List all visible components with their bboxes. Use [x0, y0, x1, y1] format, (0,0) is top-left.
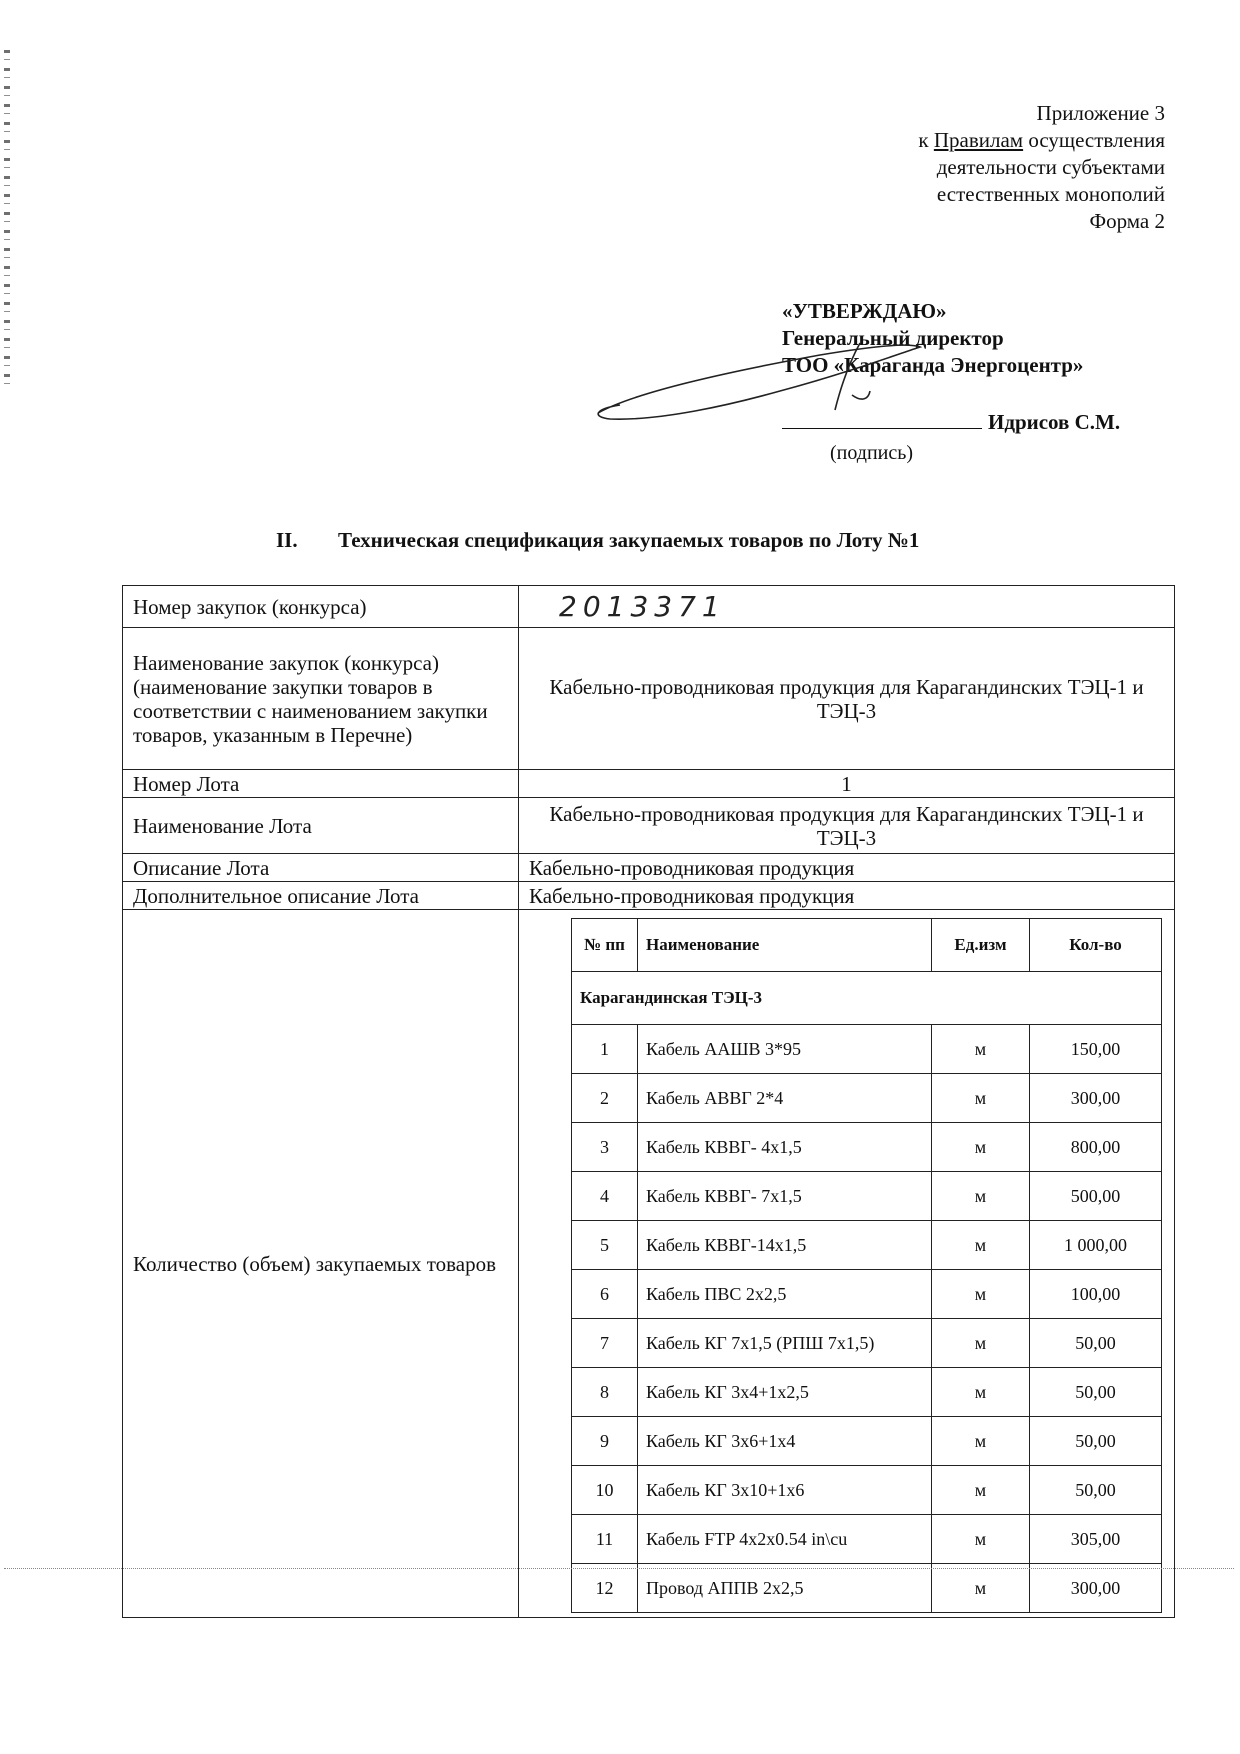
item-name: Кабель КВВГ- 4х1,5: [638, 1123, 932, 1172]
item-qty: 150,00: [1030, 1025, 1162, 1074]
item-unit: м: [932, 1270, 1030, 1319]
appendix-line-3: деятельности субъектами: [936, 155, 1165, 179]
lot-name-value: Кабельно-проводниковая продукция для Карагандинских ТЭЦ-1 и ТЭЦ-3: [519, 798, 1175, 854]
section-title-text: Техническая спецификация закупаемых товаров по Лоту №1: [338, 528, 920, 552]
item-qty: 800,00: [1030, 1123, 1162, 1172]
lot-name-label: Наименование Лота: [123, 798, 519, 854]
approval-position: Генеральный директор: [782, 326, 1004, 350]
form-number: Форма 2: [1089, 209, 1165, 233]
item-qty: 50,00: [1030, 1319, 1162, 1368]
item-name: Кабель КВВГ- 7х1,5: [638, 1172, 932, 1221]
appendix-line-4: естественных монополий: [936, 182, 1165, 206]
lot-description-label: Описание Лота: [123, 854, 519, 882]
item-name: Кабель ПВС 2х2,5: [638, 1270, 932, 1319]
handwritten-signature: [590, 335, 970, 425]
item-qty: 100,00: [1030, 1270, 1162, 1319]
table-row: [572, 1172, 1162, 1221]
lot-number-value: 1: [519, 770, 1175, 798]
spec-row-lot-description: [123, 854, 1175, 882]
item-num: 10: [572, 1466, 638, 1515]
item-unit: м: [932, 1466, 1030, 1515]
item-num: 6: [572, 1270, 638, 1319]
signature-caption: (подпись): [830, 442, 914, 464]
item-num: 5: [572, 1221, 638, 1270]
purchase-name-label: Наименование закупок (конкурса) (наименование закупки товаров в соответствии с наименованием закупки товаров, указанным в Перечне): [123, 628, 519, 770]
purchase-number-label: Номер закупок (конкурса): [123, 586, 519, 628]
appendix-line-1: Приложение 3: [1036, 101, 1165, 125]
item-name: Кабель АВВГ 2*4: [638, 1074, 932, 1123]
item-name: Кабель FTP 4x2x0.54 in\cu: [638, 1515, 932, 1564]
item-unit: м: [932, 1564, 1030, 1613]
item-qty: 50,00: [1030, 1368, 1162, 1417]
approval-heading: «УТВЕРЖДАЮ»: [782, 299, 947, 323]
table-row: [572, 1025, 1162, 1074]
item-name: Кабель КГ 3х10+1х6: [638, 1466, 932, 1515]
appendix-line-2: к Правилам осуществления: [918, 128, 1165, 152]
item-rows: [572, 1025, 1162, 1613]
scan-dotted-line: [4, 1568, 1234, 1570]
appendix-header: [805, 100, 1165, 235]
item-name: Провод АППВ 2х2,5: [638, 1564, 932, 1613]
header-unit: Ед.изм: [932, 919, 1030, 972]
purchase-name-value: Кабельно-проводниковая продукция для Карагандинских ТЭЦ-1 и ТЭЦ-3: [519, 628, 1175, 770]
item-qty: 50,00: [1030, 1417, 1162, 1466]
item-unit: м: [932, 1025, 1030, 1074]
item-name: Кабель КГ 3х4+1х2,5: [638, 1368, 932, 1417]
item-unit: м: [932, 1123, 1030, 1172]
item-qty: 305,00: [1030, 1515, 1162, 1564]
item-unit: м: [932, 1368, 1030, 1417]
group-title: Карагандинская ТЭЦ-3: [572, 972, 1162, 1025]
item-num: 9: [572, 1417, 638, 1466]
item-num: 4: [572, 1172, 638, 1221]
table-row: [572, 1074, 1162, 1123]
items-header-row: [572, 919, 1162, 972]
scan-edge-marks: [4, 50, 10, 390]
item-unit: м: [932, 1515, 1030, 1564]
spec-row-purchase-number: [123, 586, 1175, 628]
spec-row-lot-number: [123, 770, 1175, 798]
table-row: [572, 1515, 1162, 1564]
lot-number-label: Номер Лота: [123, 770, 519, 798]
signature-line: [782, 414, 982, 429]
approval-company: ТОО «Караганда Энергоцентр»: [782, 353, 1084, 377]
item-num: 3: [572, 1123, 638, 1172]
table-row: [572, 1368, 1162, 1417]
lot-extra-label: Дополнительное описание Лота: [123, 882, 519, 910]
table-row: [572, 1466, 1162, 1515]
signer-name: Идрисов С.М.: [988, 410, 1121, 434]
header-name: Наименование: [638, 919, 932, 972]
rules-link[interactable]: Правилам: [933, 128, 1024, 152]
item-qty: 300,00: [1030, 1564, 1162, 1613]
table-row: [572, 1319, 1162, 1368]
table-row: [572, 1270, 1162, 1319]
spec-row-lot-name: [123, 798, 1175, 854]
spec-row-lot-extra: [123, 882, 1175, 910]
item-name: Кабель КВВГ-14х1,5: [638, 1221, 932, 1270]
table-row: [572, 1221, 1162, 1270]
item-num: 1: [572, 1025, 638, 1074]
item-num: 11: [572, 1515, 638, 1564]
item-num: 12: [572, 1564, 638, 1613]
item-num: 7: [572, 1319, 638, 1368]
item-qty: 50,00: [1030, 1466, 1162, 1515]
section-title: [276, 528, 919, 553]
item-num: 2: [572, 1074, 638, 1123]
item-qty: 1 000,00: [1030, 1221, 1162, 1270]
spec-row-purchase-name: [123, 628, 1175, 770]
item-unit: м: [932, 1172, 1030, 1221]
quantity-label: Количество (объем) закупаемых товаров: [123, 910, 519, 1618]
group-row: [572, 972, 1162, 1025]
item-qty: 300,00: [1030, 1074, 1162, 1123]
item-unit: м: [932, 1417, 1030, 1466]
item-num: 8: [572, 1368, 638, 1417]
item-unit: м: [932, 1074, 1030, 1123]
item-name: Кабель КГ 7х1,5 (РПШ 7х1,5): [638, 1319, 932, 1368]
items-table: [571, 918, 1162, 1613]
table-row: [572, 1564, 1162, 1613]
purchase-number-value: 2013371: [519, 586, 1175, 628]
header-num: № пп: [572, 919, 638, 972]
item-qty: 500,00: [1030, 1172, 1162, 1221]
item-name: Кабель КГ 3х6+1х4: [638, 1417, 932, 1466]
item-unit: м: [932, 1319, 1030, 1368]
table-row: [572, 1417, 1162, 1466]
header-qty: Кол-во: [1030, 919, 1162, 972]
lot-description-value: Кабельно-проводниковая продукция: [519, 854, 1175, 882]
table-row: [572, 1123, 1162, 1172]
section-number: II.: [276, 528, 298, 552]
item-name: Кабель ААШВ 3*95: [638, 1025, 932, 1074]
item-unit: м: [932, 1221, 1030, 1270]
lot-extra-value: Кабельно-проводниковая продукция: [519, 882, 1175, 910]
